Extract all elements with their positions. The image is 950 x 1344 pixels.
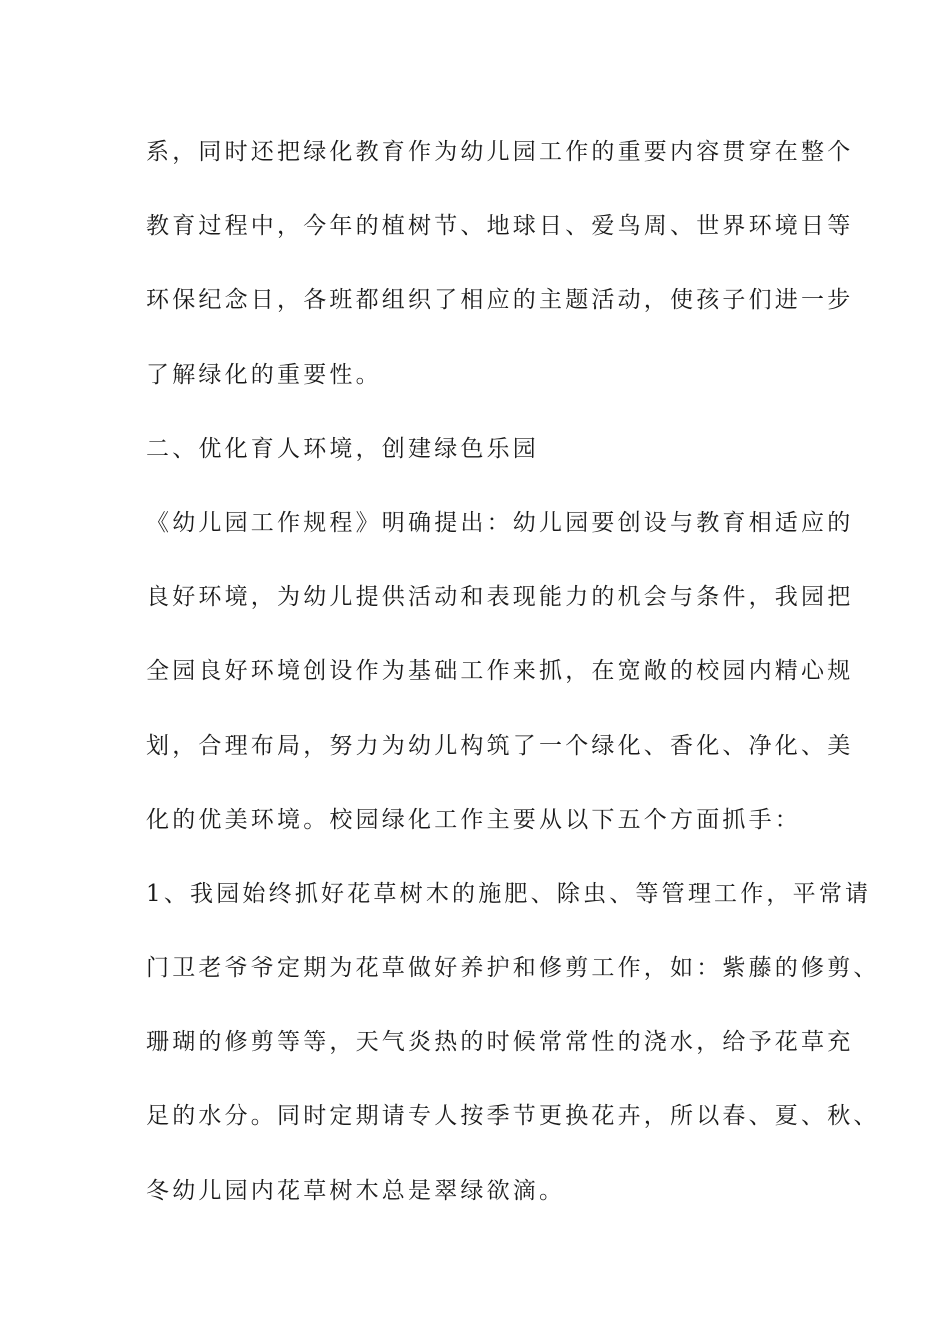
text-line: 珊瑚的修剪等等，天气炎热的时候常常性的浇水，给予花草充	[146, 1029, 854, 1056]
text-line: 《幼儿园工作规程》明确提出：幼儿园要创设与教育相适应的	[146, 509, 854, 536]
section-heading: 二、优化育人环境，创建绿色乐园	[146, 435, 539, 462]
text-line: 1、我园始终抓好花草树木的施肥、除虫、等管理工作，平常请	[146, 880, 872, 907]
text-line: 环保纪念日，各班都组织了相应的主题活动，使孩子们进一步	[146, 287, 854, 314]
text-line: 足的水分。同时定期请专人按季节更换花卉，所以春、夏、秋、	[146, 1103, 880, 1130]
text-line: 化的优美环境。校园绿化工作主要从以下五个方面抓手：	[146, 806, 801, 833]
text-line: 系，同时还把绿化教育作为幼儿园工作的重要内容贯穿在整个	[146, 139, 854, 165]
text-line: 良好环境，为幼儿提供活动和表现能力的机会与条件，我园把	[146, 584, 854, 611]
text-line: 教育过程中，今年的植树节、地球日、爱鸟周、世界环境日等	[146, 213, 854, 240]
text-line: 冬幼儿园内花草树木总是翠绿欲滴。	[146, 1177, 566, 1204]
text-line: 划，合理布局，努力为幼儿构筑了一个绿化、香化、净化、美	[146, 732, 854, 759]
text-line: 门卫老爷爷定期为花草做好养护和修剪工作，如：紫藤的修剪、	[146, 955, 880, 982]
text-line: 全园良好环境创设作为基础工作来抓，在宽敞的校园内精心规	[146, 658, 854, 685]
body-text	[146, 132, 880, 1245]
text-line: 了解绿化的重要性。	[146, 361, 382, 388]
